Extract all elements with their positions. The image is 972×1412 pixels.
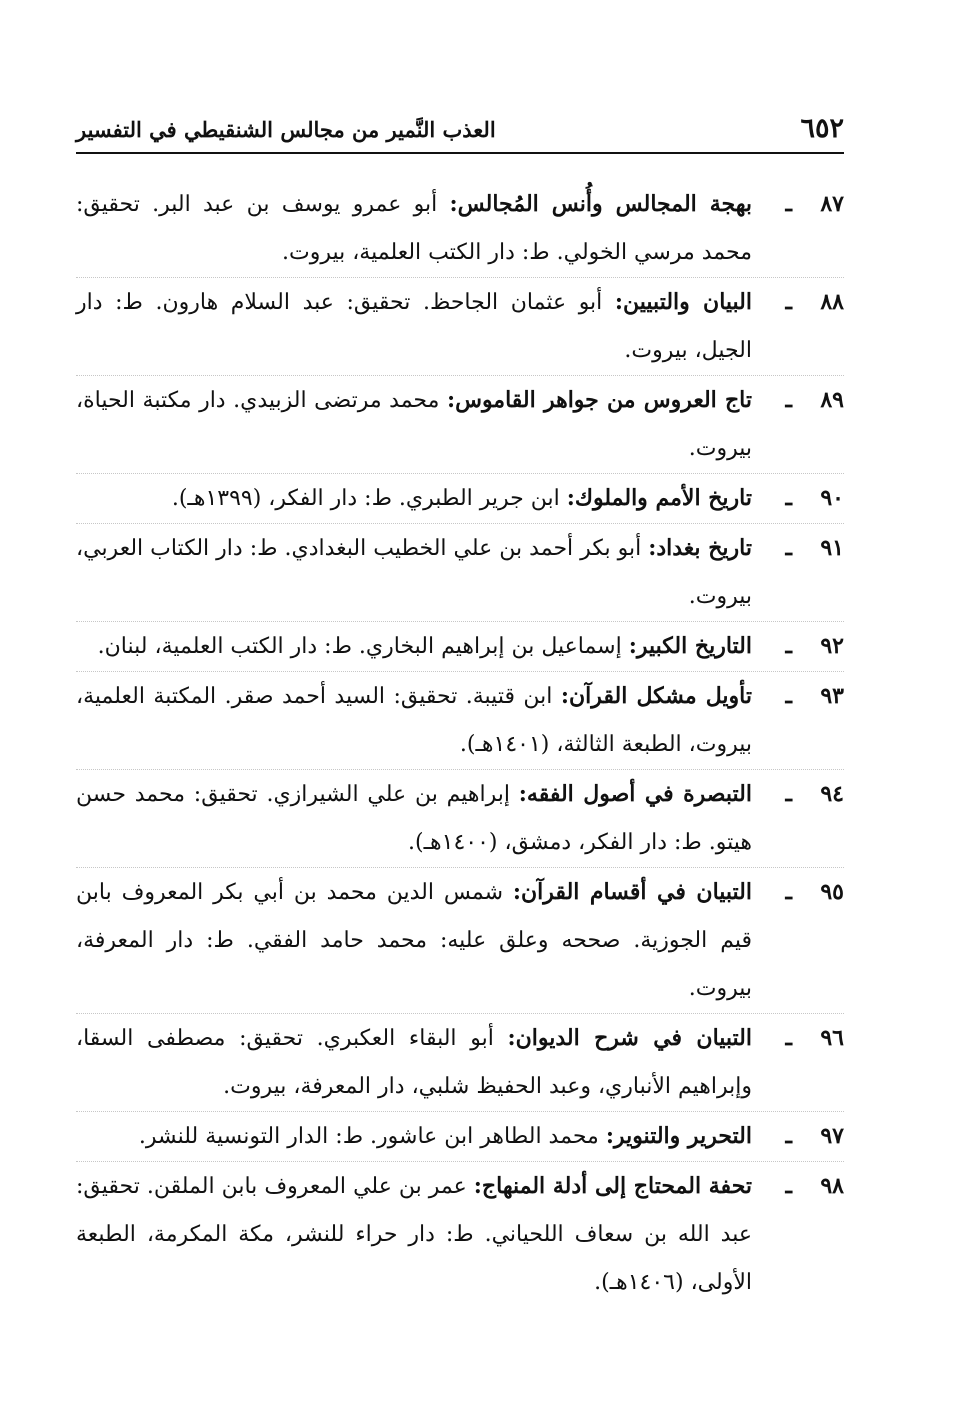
entry-number: ٩٣ bbox=[820, 683, 844, 709]
entry-number: ٩٥ bbox=[820, 879, 844, 905]
bibliography-entry-98 bbox=[76, 1162, 844, 1307]
entry-dash: ـ bbox=[785, 289, 792, 315]
entry-number: ٩٤ bbox=[820, 781, 844, 807]
entry-text: إبراهيم بن علي الشيرازي. تحقيق: محمد حسن هيتو. ط: دار الفكر، دمشق، (١٤٠٠هـ). bbox=[76, 782, 752, 855]
entry-title: تأويل مشكل القرآن: bbox=[560, 683, 752, 709]
entry-title: تحفة المحتاج إلى أدلة المنهاج: bbox=[473, 1173, 753, 1199]
entry-text: عمر بن علي المعروف بابن الملقن. تحقيق: عبد الله بن سعاف اللحياني. ط: دار حراء للنشر، مكة المكرمة، الطبعة الأولى، (١٤٠٦هـ). bbox=[76, 1174, 752, 1295]
bibliography-entry-87 bbox=[76, 180, 844, 278]
entry-text: أبو عمرو يوسف بن عبد البر. تحقيق: محمد مرسي الخولي. ط: دار الكتب العلمية، بيروت. bbox=[76, 192, 752, 265]
bibliography-entry-91 bbox=[76, 524, 844, 622]
entry-title: تاريخ الأمم والملوك: bbox=[566, 485, 752, 511]
page-header bbox=[76, 112, 844, 154]
entry-number: ٩٧ bbox=[820, 1123, 844, 1149]
entry-text: محمد مرتضى الزبيدي. دار مكتبة الحياة، بيروت. bbox=[76, 388, 752, 461]
entry-title: تاج العروس من جواهر القاموس: bbox=[446, 387, 752, 413]
bibliography-entry-93 bbox=[76, 672, 844, 770]
bibliography-entry-89 bbox=[76, 376, 844, 474]
entry-number: ٨٨ bbox=[820, 289, 844, 315]
bibliography-entry-90 bbox=[76, 474, 844, 524]
entry-text: أبو بكر أحمد بن علي الخطيب البغدادي. ط: دار الكتاب العربي، بيروت. bbox=[76, 536, 752, 609]
entry-title: التاريخ الكبير: bbox=[628, 633, 752, 659]
bibliography-entry-88 bbox=[76, 278, 844, 376]
entry-number: ٩٢ bbox=[820, 633, 844, 659]
entry-title: التبيان في شرح الديوان: bbox=[507, 1025, 752, 1051]
bibliography-entry-95 bbox=[76, 868, 844, 1014]
entry-title: تاريخ بغداد: bbox=[648, 535, 752, 561]
entry-dash: ـ bbox=[785, 485, 792, 511]
bibliography-entry-94 bbox=[76, 770, 844, 868]
page-number: ٦٥٢ bbox=[800, 113, 844, 144]
entry-dash: ـ bbox=[785, 1123, 792, 1149]
entry-dash: ـ bbox=[785, 633, 792, 659]
bibliography-entry-92 bbox=[76, 622, 844, 672]
entry-dash: ـ bbox=[785, 1173, 792, 1199]
entry-dash: ـ bbox=[785, 191, 792, 217]
running-title: العذب النَّمير من مجالس الشنقيطي في التفسير bbox=[76, 117, 496, 142]
entry-text: محمد الطاهر ابن عاشور. ط: الدار التونسية للنشر. bbox=[138, 1124, 599, 1149]
entry-dash: ـ bbox=[785, 781, 792, 807]
entry-number: ٩٠ bbox=[820, 485, 844, 511]
entry-number: ٩٦ bbox=[820, 1025, 844, 1051]
bibliography-entry-97 bbox=[76, 1112, 844, 1162]
entry-dash: ـ bbox=[785, 683, 792, 709]
bibliography-entry-96 bbox=[76, 1014, 844, 1112]
entry-text: ابن جرير الطبري. ط: دار الفكر، (١٣٩٩هـ). bbox=[171, 486, 560, 511]
entry-dash: ـ bbox=[785, 387, 792, 413]
entry-number: ٨٩ bbox=[820, 387, 844, 413]
entry-text: أبو عثمان الجاحظ. تحقيق: عبد السلام هارون. ط: دار الجيل، بيروت. bbox=[76, 290, 752, 363]
entry-number: ٩١ bbox=[820, 535, 844, 561]
entry-dash: ـ bbox=[785, 535, 792, 561]
entry-title: التحرير والتنوير: bbox=[605, 1123, 752, 1149]
entry-text: إسماعيل بن إبراهيم البخاري. ط: دار الكتب العلمية، لبنان. bbox=[97, 634, 622, 659]
entry-number: ٨٧ bbox=[820, 191, 844, 217]
entry-text: شمس الدين محمد بن أبي بكر المعروف بابن قيم الجوزية. صححه وعلق عليه: محمد حامد الفقي. ط: دار المعرفة، بيروت. bbox=[76, 880, 752, 1001]
entry-text: ابن قتيبة. تحقيق: السيد أحمد صقر. المكتبة العلمية، بيروت، الطبعة الثالثة، (١٤٠١هـ). bbox=[76, 684, 752, 757]
entry-dash: ـ bbox=[785, 879, 792, 905]
bibliography-list bbox=[76, 180, 844, 1307]
entry-title: البيان والتبيين: bbox=[614, 289, 752, 315]
entry-dash: ـ bbox=[785, 1025, 792, 1051]
entry-title: بهجة المجالس وأُنس المُجالس: bbox=[449, 191, 752, 217]
entry-title: التبصرة في أصول الفقه: bbox=[518, 781, 752, 807]
entry-number: ٩٨ bbox=[820, 1173, 844, 1199]
entry-text: أبو البقاء العكبري. تحقيق: مصطفى السقا، وإبراهيم الأنباري، وعبد الحفيظ شلبي، دار المعرفة، بيروت. bbox=[76, 1026, 752, 1099]
entry-title: التبيان في أقسام القرآن: bbox=[512, 879, 753, 905]
